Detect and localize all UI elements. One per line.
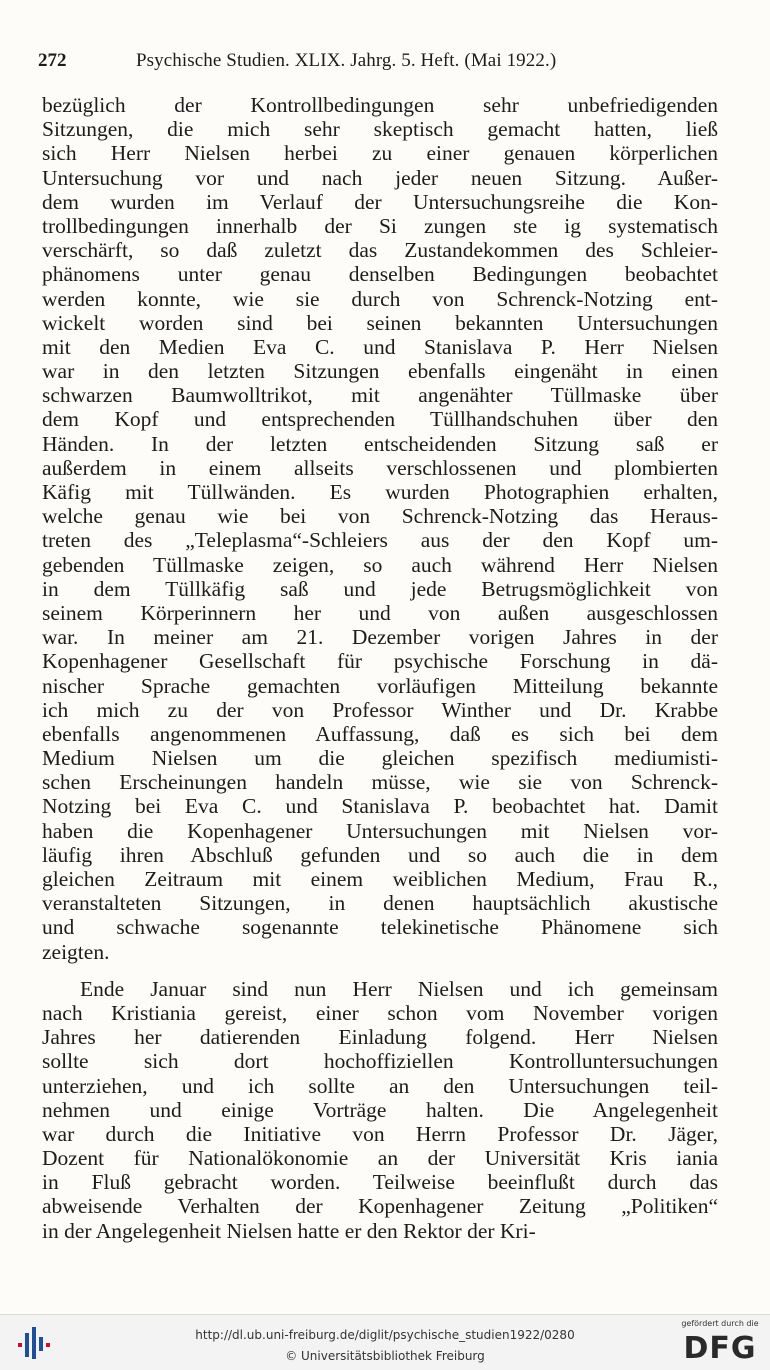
dfg-caption: gefördert durch die: [681, 1319, 759, 1328]
text-line: Dozent für Nationalökonomie an der Universität Kris iania: [42, 1146, 718, 1171]
text-line: zeigten.: [42, 939, 110, 964]
page-number: 272: [38, 50, 67, 71]
text-line: welche genau wie bei von Schrenck-Notzing das Heraus-: [42, 504, 718, 529]
text-line: schwarzen Baumwolltrikot, mit angenähter Tüllmaske über: [42, 383, 718, 408]
body-text: [42, 93, 718, 1243]
text-line: seinem Körperinnern her und von außen ausgeschlossen: [42, 600, 718, 625]
text-line: sollte sich dort hochoffiziellen Kontrolluntersuchungen: [42, 1049, 718, 1074]
running-title: Psychische Studien. XLIX. Jahrg. 5. Heft. (Mai 1922.): [136, 50, 557, 71]
text-line: mit den Medien Eva C. und Stanislava P. Herr Nielsen: [42, 334, 718, 359]
text-line: Kopenhagener Gesellschaft für psychische Forschung in dä-: [42, 649, 718, 674]
permalink-url[interactable]: http://dl.ub.uni-freiburg.de/diglit/psychische_studien1922/0280: [195, 1328, 575, 1342]
text-line: unterziehen, und ich sollte an den Untersuchungen teil-: [42, 1073, 718, 1098]
text-line: treten des „Teleplasma“-Schleiers aus der den Kopf um-: [42, 528, 718, 553]
text-line: bezüglich der Kontrollbedingungen sehr unbefriedigenden: [42, 93, 718, 117]
text-line: verschärft, so daß zuletzt das Zustandekommen des Schleier-: [42, 238, 718, 263]
text-line: war in den letzten Sitzungen ebenfalls eingenäht in einen: [42, 359, 718, 384]
text-line: nischer Sprache gemachten vorläufigen Mitteilung bekannte: [42, 673, 718, 698]
paragraph-gap: [42, 964, 718, 977]
text-line: in dem Tüllkäfig saß und jede Betrugsmöglichkeit von: [42, 576, 718, 601]
text-line: war durch die Initiative von Herrn Professor Dr. Jäger,: [42, 1121, 718, 1146]
dfg-logo: DFG: [683, 1331, 757, 1366]
text-line: haben die Kopenhagener Untersuchungen mit Nielsen vor-: [42, 818, 718, 843]
text-line: Sitzungen, die mich sehr skeptisch gemacht hatten, ließ: [42, 117, 718, 142]
paragraph-1: [42, 93, 718, 964]
text-line: Notzing bei Eva C. und Stanislava P. beobachtet hat. Damit: [42, 794, 718, 819]
text-line: werden konnte, wie sie durch von Schrenck-Notzing ent-: [42, 286, 718, 311]
text-line: Untersuchung vor und nach jeder neuen Sitzung. Außer-: [42, 165, 718, 190]
text-line: Jahres her datierenden Einladung folgend. Herr Nielsen: [42, 1025, 718, 1050]
text-line: nach Kristiania gereist, einer schon vom November vorigen: [42, 1000, 718, 1025]
text-line: dem Kopf und entsprechenden Tüllhandschuhen über den: [42, 407, 718, 432]
text-line: schen Erscheinungen handeln müsse, wie sie von Schrenck-: [42, 770, 718, 795]
text-line: gleichen Zeitraum mit einem weiblichen Medium, Frau R.,: [42, 867, 718, 891]
text-line: gebenden Tüllmaske zeigen, so auch während Herr Nielsen: [42, 552, 718, 577]
text-line: dem wurden im Verlauf der Untersuchungsreihe die Kon-: [42, 189, 718, 214]
text-line: Ende Januar sind nun Herr Nielsen und ich gemeinsam: [80, 976, 718, 1001]
text-line: Medium Nielsen um die gleichen spezifisch mediumisti-: [42, 746, 718, 771]
text-line: sich Herr Nielsen herbei zu einer genauen körperlichen: [42, 141, 718, 166]
text-line: und schwache sogenannte telekinetische Phänomene sich: [42, 915, 718, 940]
viewer-footer: [0, 1314, 770, 1370]
text-line: ebenfalls angenommenen Auffassung, daß es sich bei dem: [42, 721, 718, 746]
text-line: ich mich zu der von Professor Winther und Dr. Krabbe: [42, 697, 718, 722]
text-line: in Fluß gebracht worden. Teilweise beeinflußt durch das: [42, 1170, 718, 1195]
text-line: nehmen und einige Vorträge halten. Die Angelegenheit: [42, 1097, 718, 1122]
text-line: veranstalteten Sitzungen, in denen hauptsächlich akustische: [42, 891, 718, 916]
text-line: in der Angelegenheit Nielsen hatte er den Rektor der Kri-: [42, 1218, 536, 1243]
text-line: war. In meiner am 21. Dezember vorigen Jahres in der: [42, 625, 718, 650]
text-line: außerdem in einem allseits verschlossenen und plombierten: [42, 455, 718, 480]
text-line: abweisende Verhalten der Kopenhagener Zeitung „Politiken“: [42, 1194, 718, 1219]
text-line: Händen. In der letzten entscheidenden Sitzung saß er: [42, 431, 718, 456]
text-line: wickelt worden sind bei seinen bekannten Untersuchungen: [42, 310, 718, 335]
copyright-text: © Universitätsbibliothek Freiburg: [285, 1349, 485, 1363]
text-line: läufig ihren Abschluß gefunden und so auch die in dem: [42, 842, 718, 867]
paragraph-2: [42, 977, 718, 1243]
text-line: phänomens unter genau denselben Bedingungen beobachtet: [42, 262, 718, 287]
text-line: Käfig mit Tüllwänden. Es wurden Photographien erhalten,: [42, 480, 718, 504]
text-line: trollbedingungen innerhalb der Si zungen ste ig systematisch: [42, 213, 718, 238]
